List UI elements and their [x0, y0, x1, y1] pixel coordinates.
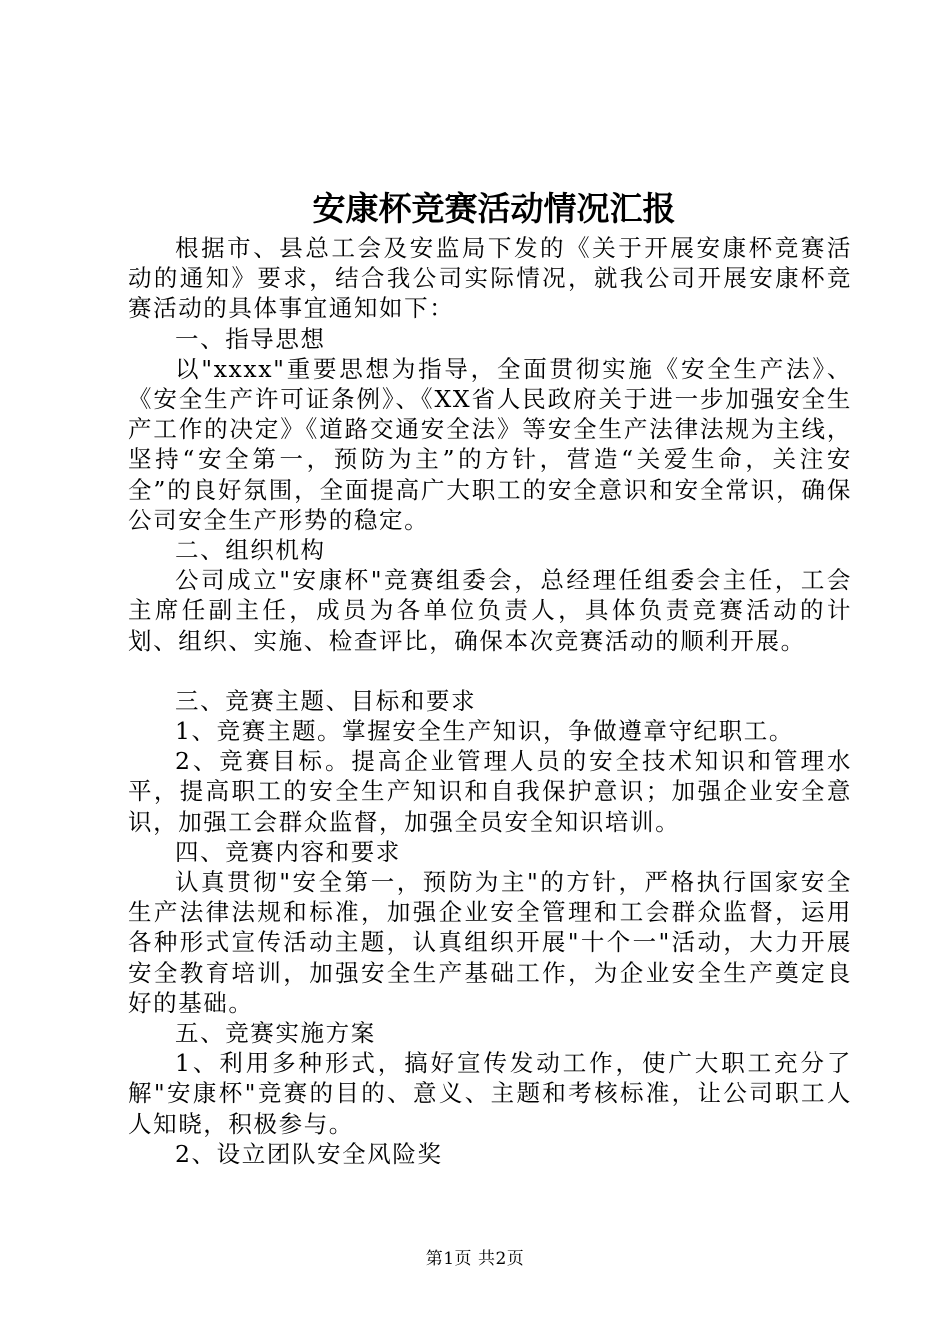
- section-heading: 五、竞赛实施方案: [175, 1019, 376, 1048]
- document-body: [128, 185, 852, 1169]
- intro-paragraph: 根据市、县总工会及安监局下发的《关于开展安康杯竞赛活动的通知》要求，结合我公司实际情况，就我公司开展安康杯竞赛活动的具体事宜通知如下：: [128, 234, 852, 323]
- section-paragraph: 2、竞赛目标。提高企业管理人员的安全技术知识和管理水平，提高职工的安全生产知识和自我保护意识；加强企业安全意识，加强工会群众监督，加强全员安全知识培训。: [128, 747, 852, 836]
- section-paragraph: 1、竞赛主题。掌握安全生产知识，争做遵章守纪职工。: [175, 717, 794, 746]
- section-paragraph: 1、利用多种形式，搞好宣传发动工作，使广大职工充分了解"安康杯"竞赛的目的、意义、主题和考核标准，让公司职工人人知晓，积极参与。: [128, 1049, 852, 1138]
- section-heading: 四、竞赛内容和要求: [175, 837, 401, 866]
- section-paragraph: 2、设立团队安全风险奖: [175, 1139, 443, 1168]
- blank-line: [128, 656, 852, 686]
- section-paragraph: 以"xxxx"重要思想为指导，全面贯彻实施《安全生产法》、《安全生产许可证条例》、《XX省人民政府关于进一步加强安全生产工作的决定》《道路交通安全法》等安全生产法律法规为主线，坚持“安全第一，预防为主”的方针，营造“关爱生命，关注安全”的良好氛围，全面提高广大职工的安全意识和安全常识，确保公司安全生产形势的稳定。: [128, 354, 852, 534]
- section-heading: 一、指导思想: [175, 324, 326, 353]
- section-paragraph: 公司成立"安康杯"竞赛组委会，总经理任组委会主任，工会主席任副主任，成员为各单位负责人，具体负责竞赛活动的计划、组织、实施、检查评比，确保本次竞赛活动的顺利开展。: [128, 566, 852, 655]
- page-footer: 第1页 共2页: [425, 1249, 525, 1269]
- document-title: 安康杯竞赛活动情况汇报: [312, 189, 676, 228]
- section-heading: 三、竞赛主题、目标和要求: [175, 686, 477, 715]
- section-paragraph: 认真贯彻"安全第一，预防为主"的方针，严格执行国家安全生产法律法规和标准，加强企业安全管理和工会群众监督，运用各种形式宣传活动主题，认真组织开展"十个一"活动，大力开展安全教育培训，加强安全生产基础工作，为企业安全生产奠定良好的基础。: [128, 868, 852, 1017]
- section-heading: 二、组织机构: [175, 536, 326, 565]
